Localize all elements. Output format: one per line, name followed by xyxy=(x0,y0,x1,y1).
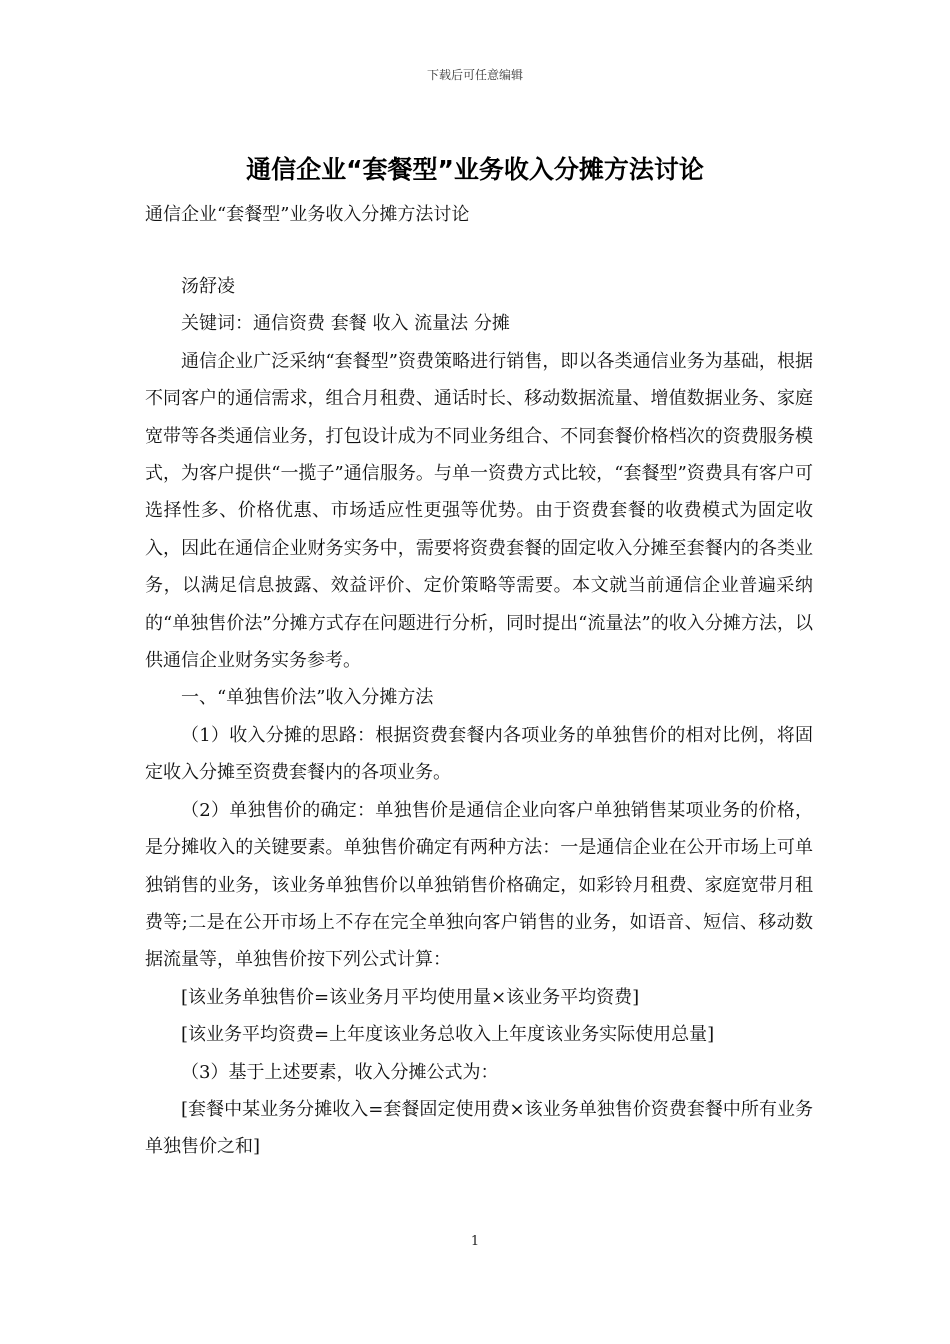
paragraph-point-2: （2）单独售价的确定：单独售价是通信企业向客户单独销售某项业务的价格，是分摊收入的关键要素。单独售价确定有两种方法：一是通信企业在公开市场上可单独销售的业务，该业务单独售价以单独销售价格确定，如彩铃月租费、家庭宽带月租费等;二是在公开市场上不存在完全单独向客户销售的业务，如语音、短信、移动数据流量等，单独售价按下列公式计算： xyxy=(145,799,813,971)
paragraph-point-3: （3）基于上述要素，收入分摊公式为： xyxy=(181,1061,499,1083)
document-title: 通信企业“套餐型”业务收入分摊方法讨论 xyxy=(246,155,704,184)
document-subtitle: 通信企业“套餐型”业务收入分摊方法讨论 xyxy=(145,204,470,225)
author-line: 汤舒凌 xyxy=(181,276,235,297)
formula-line: [套餐中某业务分摊收入=套餐固定使用费×该业务单独售价资费套餐中所有业务单独售价之和] xyxy=(145,1098,813,1158)
formula-line: [该业务单独售价=该业务月平均使用量×该业务平均资费] xyxy=(181,986,640,1008)
page-number: 1 xyxy=(470,1234,480,1249)
document-body xyxy=(145,268,813,1166)
header-note: 下载后可任意编辑 xyxy=(426,68,523,82)
section-heading: 一、“单独售价法”收入分摊方法 xyxy=(181,687,434,709)
keywords-line: 关键词：通信资费 套餐 收入 流量法 分摊 xyxy=(181,313,510,335)
paragraph-intro: 通信企业广泛采纳“套餐型”资费策略进行销售，即以各类通信业务为基础，根据不同客户的通信需求，组合月租费、通话时长、移动数据流量、增值数据业务、家庭宽带等各类通信业务，打包设计成为不同业务组合、不同套餐价格档次的资费服务模式，为客户提供“一揽子”通信服务。与单一资费方式比较，“套餐型”资费具有客户可选择性多、价格优惠、市场适应性更强等优势。由于资费套餐的收费模式为固定收入，因此在通信企业财务实务中，需要将资费套餐的固定收入分摊至套餐内的各类业务，以满足信息披露、效益评价、定价策略等需要。本文就当前通信企业普遍采纳的“单独售价法”分摊方式存在问题进行分析，同时提出“流量法”的收入分摊方法，以供通信企业财务实务参考。 xyxy=(145,350,813,672)
paragraph-point-1: （1）收入分摊的思路：根据资费套餐内各项业务的单独售价的相对比例，将固定收入分摊至资费套餐内的各项业务。 xyxy=(145,724,813,784)
formula-line: [该业务平均资费=上年度该业务总收入上年度该业务实际使用总量] xyxy=(181,1024,715,1046)
